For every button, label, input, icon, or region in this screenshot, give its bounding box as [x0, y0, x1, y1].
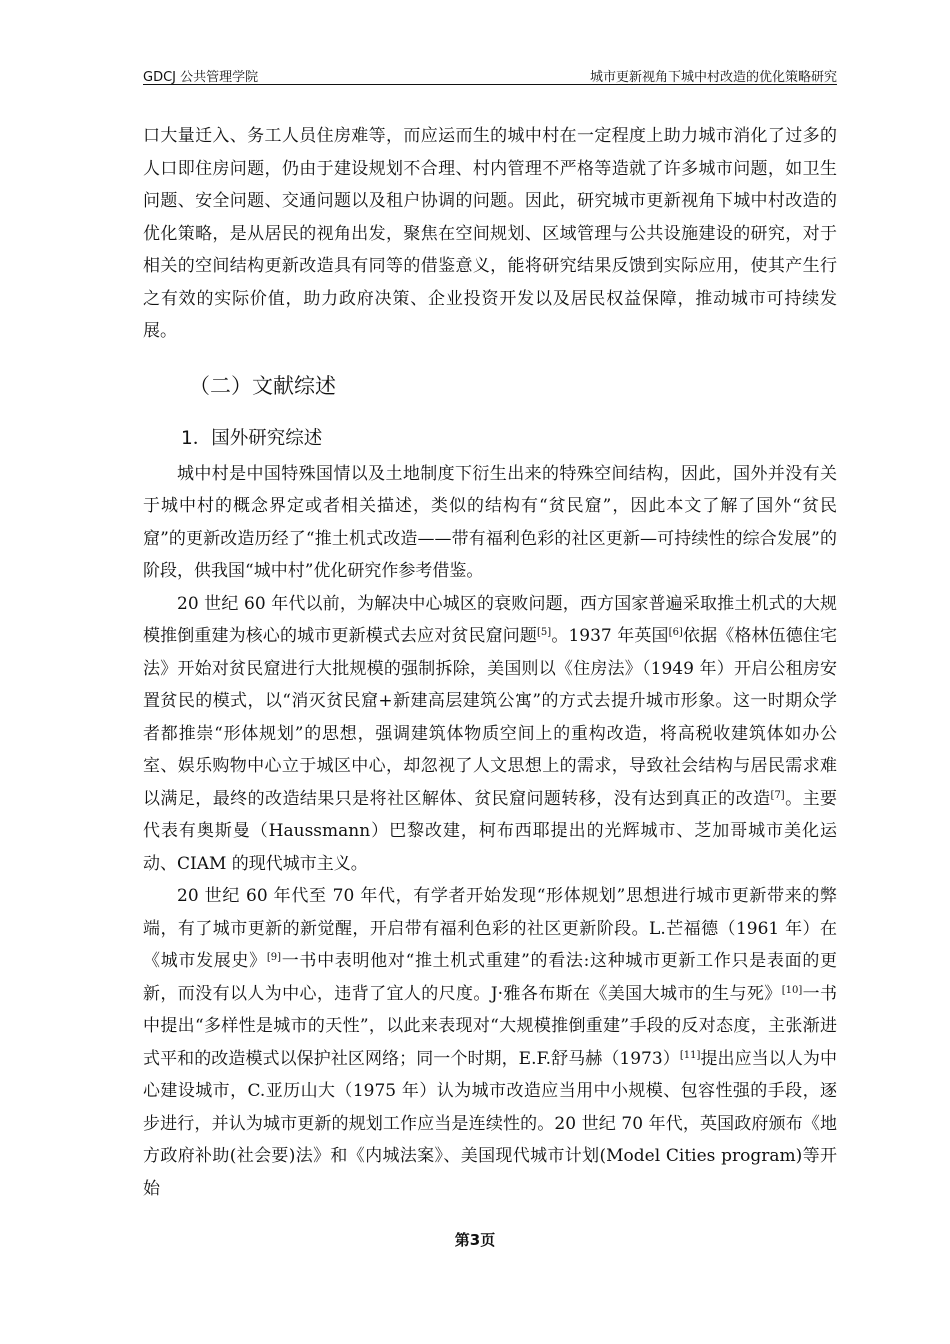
subsection-title: 1．国外研究综述	[181, 427, 323, 449]
paragraph-text: 一书中提出“多样性是城市的天性”，以此来表现对“大规模推倒重建”手段的反对态度，主张渐进式平和的改造模式以保护社区网络；同一个时期，E.F.舒马赫（1973）	[143, 983, 838, 1069]
header-paper-title: 城市更新视角下城中村改造的优化策略研究	[589, 70, 837, 85]
page-header	[143, 62, 837, 85]
citation-ref: [11]	[679, 1049, 701, 1061]
paragraph-text: 提出应当以人为中心建设城市，C.亚历山大（1975 年）认为城市改造应当用中小规模、包容性强的手段，逐步进行，并认为城市更新的规划工作应当是连续性的。20 世纪 70 年代，英国政府颁布《地方政府补助(社会要)法》和《内城法案》、美国现代城市计划(Model Cities program)等开始	[143, 1048, 837, 1199]
page-number: 第3页	[454, 1231, 496, 1249]
paragraph-text: 20 世纪 60 年代以前，为解决中心城区的衰败问题，西方国家普遍采取推土机式的大规模推倒重建为核心的城市更新模式去应对贫民窟问题	[143, 593, 837, 646]
paragraph-continued: 口大量迁入、务工人员住房难等，而应运而生的城中村在一定程度上助力城市消化了过多的人口即住房问题，仍由于建设规划不合理、村内管理不严格等造就了许多城市问题，如卫生问题、安全问题、交通问题以及租户协调的问题。因此，研究城市更新视角下城中村改造的优化策略，是从居民的视角出发，聚焦在空间规划、区域管理与公共设施建设的研究，对于相关的空间结构更新改造具有同等的借鉴意义，能将研究结果反馈到实际应用，使其产生行之有效的实际价值，助力政府决策、企业投资开发以及居民权益保障，推动城市可持续发展。	[143, 126, 837, 341]
paragraph-text: 。1937 年英国	[551, 626, 669, 646]
citation-ref: [10]	[781, 984, 803, 996]
header-institution: GDCJ 公共管理学院	[143, 70, 259, 85]
paragraph-pre-1960s	[143, 588, 837, 881]
paragraph-text: 一书中表明他对“推土机式重建”的看法:这种城市更新工作只是表面的更新，而没有以人为中心，违背了宜人的尺度。J·雅各布斯在《美国大城市的生与死》	[143, 951, 838, 1004]
paragraph-text: 依据《格林伍德住宅法》开始对贫民窟进行大批规模的强制拆除，美国则以《住房法》（1949 年）开启公租房安置贫民的模式，以“消灭贫民窟+新建高层建筑公寓”的方式去提升城市形象。这一时期众学者都推崇“形体规划”的思想，强调建筑体物质空间上的重构改造，将高税收建筑体如办公室、娱乐购物中心立于城区中心，却忽视了人文思想上的需求，导致社会结构与居民需求难以满足，最终的改造结果只是将社区解体、贫民窟问题转移，没有达到真正的改造	[143, 626, 838, 809]
paragraph-intro: 城中村是中国特殊国情以及土地制度下衍生出来的特殊空间结构，因此，国外并没有关于城中村的概念界定或者相关描述，类似的结构有“贫民窟”，因此本文了解了国外“贫民窟”的更新改造历经了“推土机式改造——带有福利色彩的社区更新—可持续性的综合发展”的阶段，供我国“城中村”优化研究作参考借鉴。	[143, 463, 837, 581]
page-body	[143, 120, 837, 1205]
citation-ref: [7]	[770, 789, 785, 801]
citation-ref: [6]	[668, 627, 683, 638]
paragraph-text: 。主要代表有奥斯曼（Haussmann）巴黎改建，柯布西耶提出的光辉城市、芝加哥城市美化运动、CIAM 的现代城市主义。	[143, 788, 838, 874]
citation-ref: [5]	[537, 627, 552, 638]
section-title: （二）文献综述	[189, 373, 336, 398]
paragraph-text: 20 世纪 60 年代至 70 年代，有学者开始发现“形体规划”思想进行城市更新带来的弊端，有了城市更新的新觉醒，开启带有福利色彩的社区更新阶段。L.芒福德（1961 年）在《城市发展史》	[143, 886, 837, 971]
citation-ref: [9]	[266, 952, 282, 963]
paragraph-1960s-1970s	[143, 880, 837, 1205]
